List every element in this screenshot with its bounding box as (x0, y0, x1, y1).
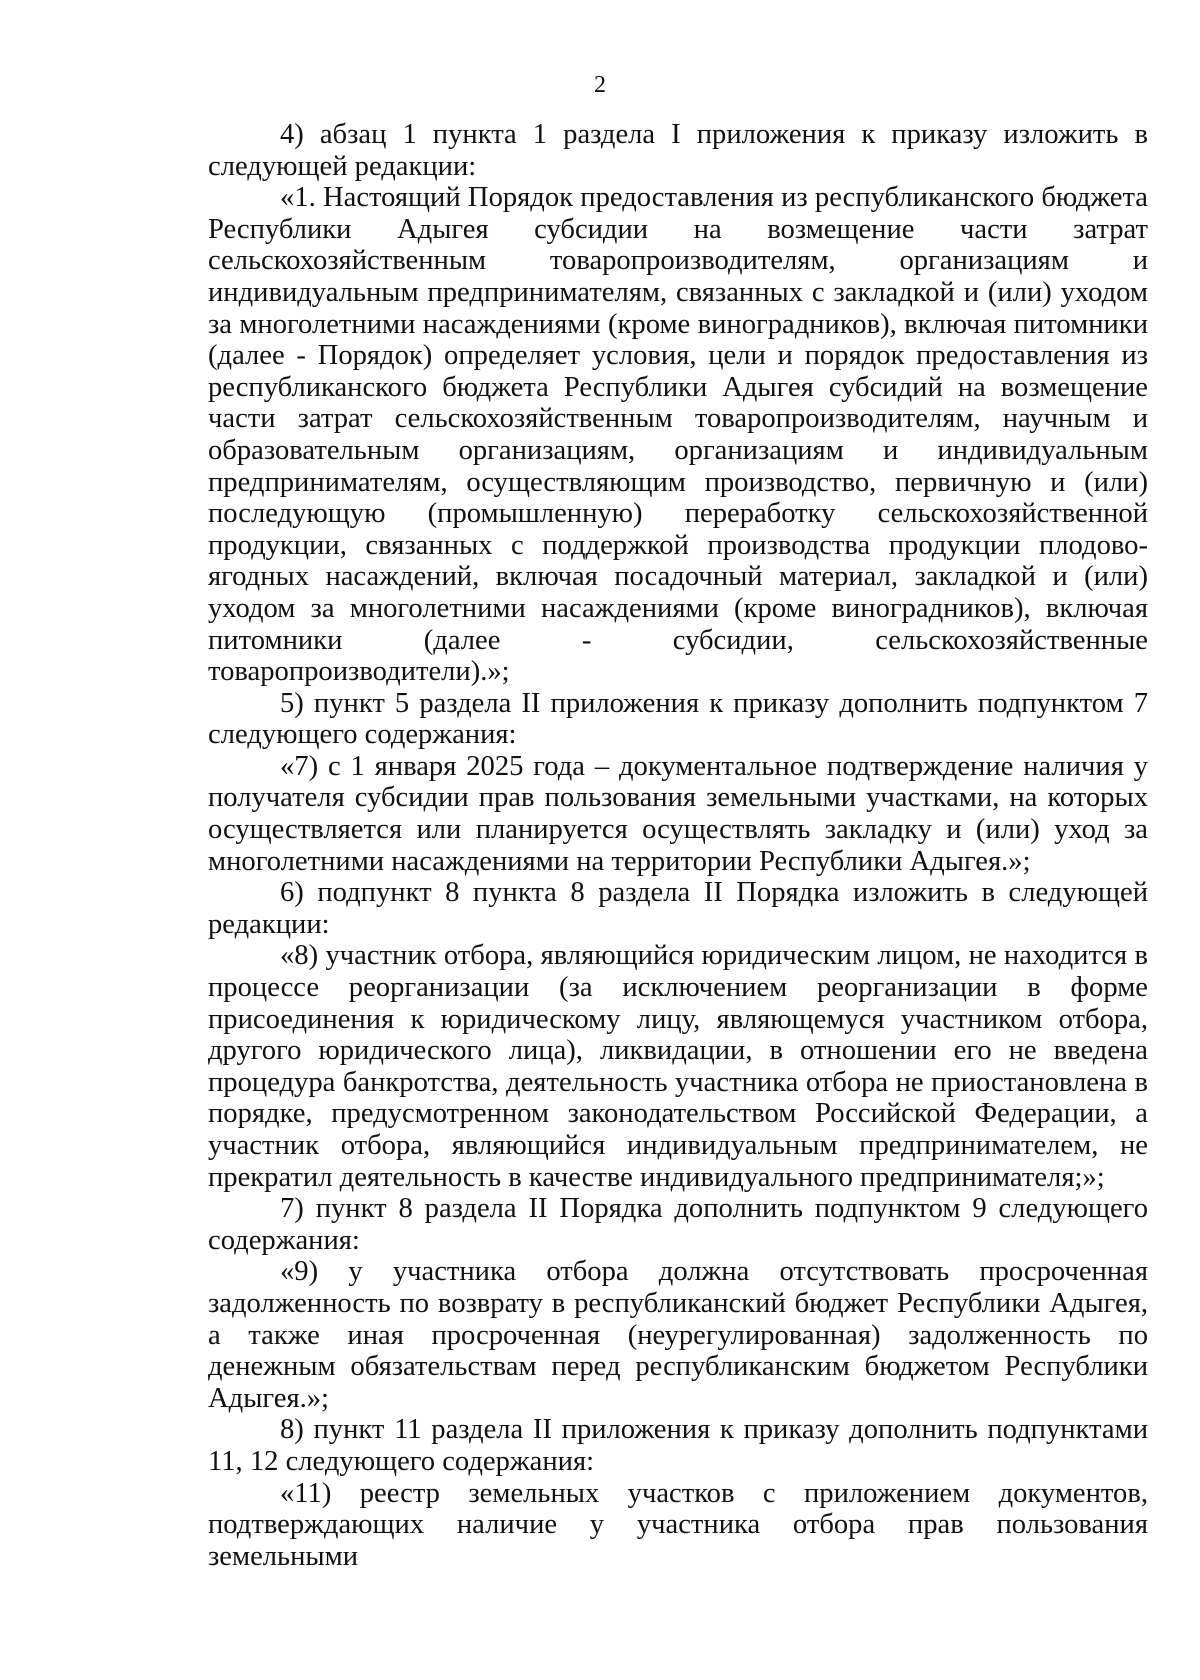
paragraph-item-5: 5) пункт 5 раздела II приложения к приказу дополнить подпунктом 7 следующего содержания: (208, 687, 1148, 751)
quoted-subitem-7: «7) с 1 января 2025 года – документальное подтверждение наличия у получателя субсидии прав пользования земельными участками, на которых осуществляется или планируется осуществлять закладку и (или) уход за многолетними насаждениями на территории Республики Адыгея.»; (208, 750, 1148, 877)
quoted-paragraph-1: «1. Настоящий Порядок предоставления из республиканского бюджета Республики Адыгея субсидии на возмещение части затрат сельскохозяйственным товаропроизводителям, организациям и индивидуальным предпринимателям, связанных с закладкой и (или) уходом за многолетними насаждениями (кроме виноградников), включая питомники (далее - Порядок) определяет условия, цели и порядок предоставления из республиканского бюджета Республики Адыгея субсидий на возмещение части затрат сельскохозяйственным товаропроизводителям, научным и образовательным организациям, организациям и индивидуальным предпринимателям, осуществляющим производство, первичную и (или) последующую (промышленную) переработку сельскохозяйственной продукции, связанных с поддержкой производства продукции плодово-ягодных насаждений, включая посадочный материал, закладкой и (или) уходом за многолетними насаждениями (кроме виноградников), включая питомники (далее - субсидии, сельскохозяйственные товаропроизводители).»; (208, 182, 1148, 688)
paragraph-item-8: 8) пункт 11 раздела II приложения к приказу дополнить подпунктами 11, 12 следующего содержания: (208, 1414, 1148, 1477)
quoted-subitem-11: «11) реестр земельных участков с приложением документов, подтверждающих наличие у участника отбора прав пользования земельными (208, 1477, 1148, 1572)
paragraph-item-7: 7) пункт 8 раздела II Порядка дополнить подпунктом 9 следующего содержания: (208, 1193, 1148, 1256)
page-number: 2 (594, 72, 606, 98)
paragraph-item-6: 6) подпункт 8 пункта 8 раздела II Порядка изложить в следующей редакции: (208, 877, 1148, 940)
quoted-subitem-8: «8) участник отбора, являющийся юридическим лицом, не находится в процессе реорганизации (за исключением реорганизации в форме присоединения к юридическому лицу, являющемуся участником отбора, другого юридического лица), ликвидации, в отношении его не введена процедура банкротства, деятельность участника отбора не приостановлена в порядке, предусмотренном законодательством Российской Федерации, а участник отбора, являющийся индивидуальным предпринимателем, не прекратил деятельность в качестве индивидуального предпринимателя;»; (208, 940, 1148, 1193)
document-body (208, 119, 1148, 1572)
paragraph-item-4: 4) абзац 1 пункта 1 раздела I приложения к приказу изложить в следующей редакции: (208, 119, 1148, 182)
quoted-subitem-9: «9) у участника отбора должна отсутствовать просроченная задолженность по возврату в республиканский бюджет Республики Адыгея, а также иная просроченная (неурегулированная) задолженность по денежным обязательствам перед республиканским бюджетом Республики Адыгея.»; (208, 1256, 1148, 1414)
